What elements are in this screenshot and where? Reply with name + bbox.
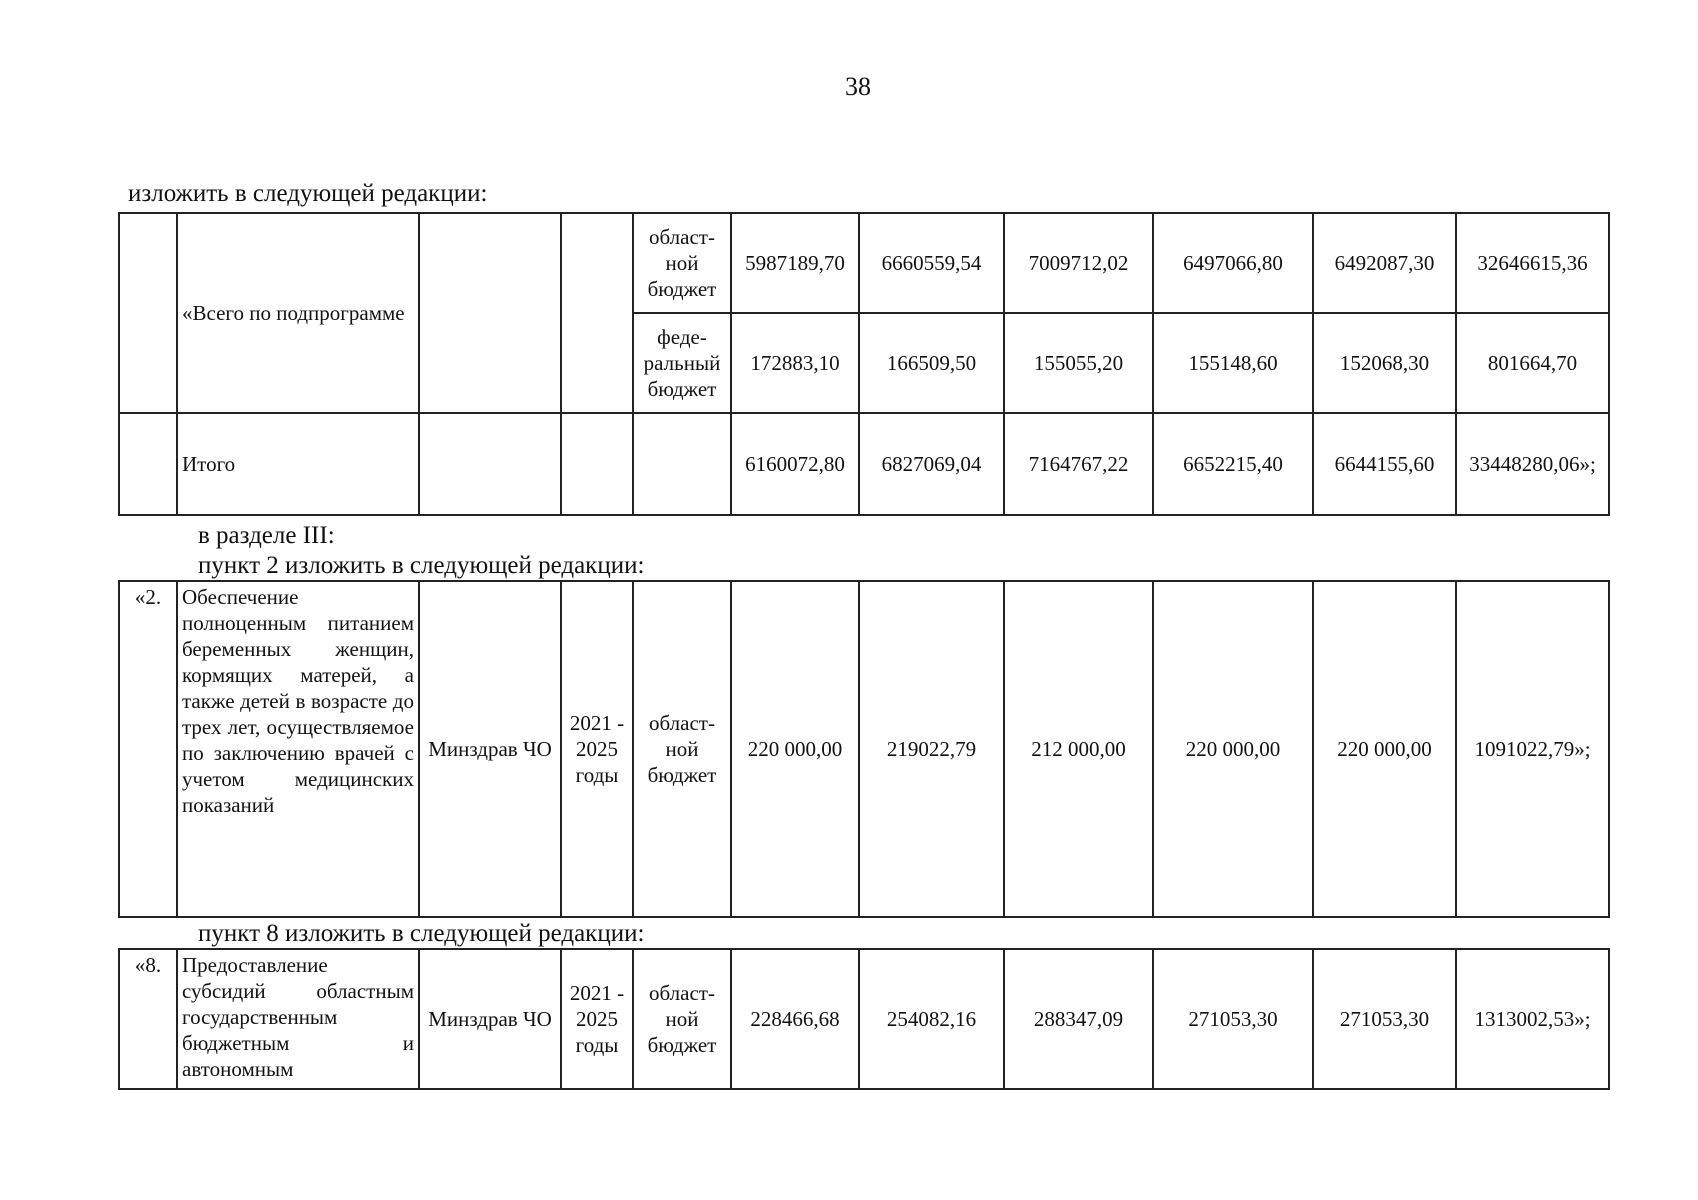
point8-text: пункт 8 изложить в следующей редакции: xyxy=(198,920,645,947)
total-value-cell: 801664,70 xyxy=(1456,313,1609,413)
table-row xyxy=(119,581,1609,917)
value-cell: 7009712,02 xyxy=(1004,213,1153,313)
num-cell xyxy=(119,413,177,515)
value-cell: 220 000,00 xyxy=(731,581,859,917)
source-cell: област-ной бюджет xyxy=(633,581,731,917)
total-value-cell: 1091022,79»; xyxy=(1456,581,1609,917)
item-name-cell: Предоставление субсидий областным государственным бюджетным и автономным xyxy=(177,949,419,1089)
value-cell: 271053,30 xyxy=(1153,949,1313,1089)
period-cell xyxy=(561,213,633,413)
value-cell: 5987189,70 xyxy=(731,213,859,313)
value-cell: 155055,20 xyxy=(1004,313,1153,413)
value-cell: 6644155,60 xyxy=(1313,413,1456,515)
value-cell: 7164767,22 xyxy=(1004,413,1153,515)
table-row xyxy=(119,213,1609,313)
item-number-cell: «8. xyxy=(119,949,177,1089)
page-number: 38 xyxy=(845,72,871,101)
total-value-cell: 33448280,06»; xyxy=(1456,413,1609,515)
table-row xyxy=(119,949,1609,1089)
executor-cell xyxy=(419,413,561,515)
value-cell: 219022,79 xyxy=(859,581,1004,917)
value-cell: 220 000,00 xyxy=(1313,581,1456,917)
item-name-cell: Обеспечение полноценным питанием беременных женщин, кормящих матерей, а также детей в возрасте до трех лет, осуществляемое по заключению врачей с учетом медицинских показаний xyxy=(177,581,419,917)
executor-cell: Минздрав ЧО xyxy=(419,949,561,1089)
value-cell: 172883,10 xyxy=(731,313,859,413)
executor-cell: Минздрав ЧО xyxy=(419,581,561,917)
source-cell: област-ной бюджет xyxy=(633,949,731,1089)
point2-text: пункт 2 изложить в следующей редакции: xyxy=(198,552,645,579)
value-cell: 6497066,80 xyxy=(1153,213,1313,313)
intro-text: изложить в следующей редакции: xyxy=(128,180,488,207)
value-cell: 6827069,04 xyxy=(859,413,1004,515)
source-cell: област-ной бюджет xyxy=(633,213,731,313)
period-cell xyxy=(561,413,633,515)
item-number-cell: «2. xyxy=(119,581,177,917)
executor-cell xyxy=(419,213,561,413)
value-cell: 152068,30 xyxy=(1313,313,1456,413)
total-value-cell: 1313002,53»; xyxy=(1456,949,1609,1089)
value-cell: 6160072,80 xyxy=(731,413,859,515)
source-cell xyxy=(633,413,731,515)
value-cell: 166509,50 xyxy=(859,313,1004,413)
point2-table xyxy=(118,580,1610,918)
total-value-cell: 32646615,36 xyxy=(1456,213,1609,313)
value-cell: 6652215,40 xyxy=(1153,413,1313,515)
total-label-cell: Итого xyxy=(177,413,419,515)
value-cell: 6660559,54 xyxy=(859,213,1004,313)
value-cell: 254082,16 xyxy=(859,949,1004,1089)
value-cell: 271053,30 xyxy=(1313,949,1456,1089)
num-cell xyxy=(119,213,177,413)
value-cell: 288347,09 xyxy=(1004,949,1153,1089)
value-cell: 228466,68 xyxy=(731,949,859,1089)
period-cell: 2021 - 2025 годы xyxy=(561,581,633,917)
subprogram-total-table xyxy=(118,212,1610,516)
value-cell: 155148,60 xyxy=(1153,313,1313,413)
value-cell: 220 000,00 xyxy=(1153,581,1313,917)
table-row xyxy=(119,413,1609,515)
section-text: в разделе III: xyxy=(198,522,335,549)
period-cell: 2021 - 2025 годы xyxy=(561,949,633,1089)
source-cell: феде-ральный бюджет xyxy=(633,313,731,413)
value-cell: 212 000,00 xyxy=(1004,581,1153,917)
value-cell: 6492087,30 xyxy=(1313,213,1456,313)
subprogram-name-cell: «Всего по подпрограмме xyxy=(177,213,419,413)
point8-table xyxy=(118,948,1610,1090)
